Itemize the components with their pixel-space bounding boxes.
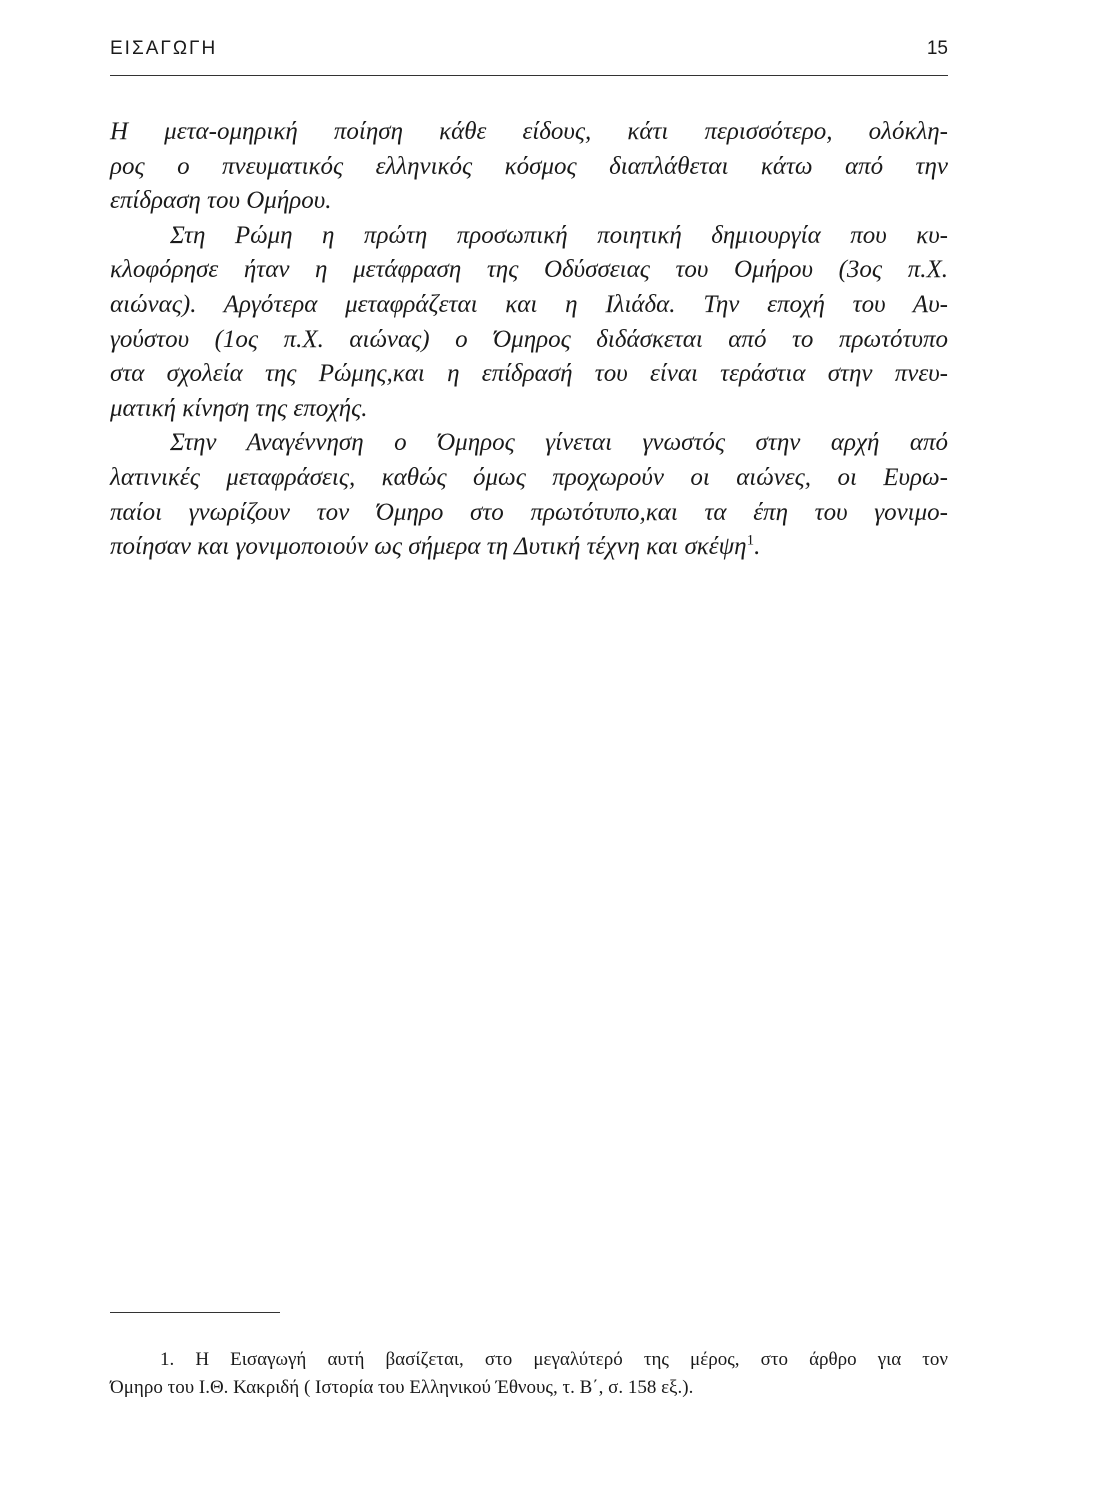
body-line: γούστου (1ος π.Χ. αιώνας) ο Όμηρος διδάσκεται από το πρωτότυπο [110,325,948,353]
body-line: Η μετα-ομηρική ποίηση κάθε είδους, κάτι περισσότερο, ολόκλη- [110,118,948,145]
body-line: ρος ο πνευματικός ελληνικός κόσμος διαπλάθεται κάτω από την [110,152,948,180]
body-line: λατινικές μεταφράσεις, καθώς όμως προχωρούν οι αιώνες, οι Ευρω- [110,463,948,491]
footnote-line: Όμηρο του Ι.Θ. Κακριδή ( Ιστορία του Ελληνικού Έθνους, τ. Β΄, σ. 158 εξ.). [110,1377,694,1398]
body-line: στα σχολεία της Ρώμης,και η επίδρασή του είναι τεράστια στην πνευ- [110,360,948,388]
body-line: κλοφόρησε ήταν η μετάφραση της Οδύσσειας του Ομήρου (3ος π.Χ. [110,256,948,284]
body-line: Στη Ρώμη η πρώτη προσωπική ποιητική δημιουργία που κυ- [170,221,948,249]
body-text [110,115,948,565]
body-line: επίδραση του Ομήρου. [110,187,332,215]
page-number: 15 [926,38,948,59]
body-line-final [110,530,948,565]
body-line: Στην Αναγέννηση ο Όμηρος γίνεται γνωστός στην αρχή από [170,429,948,457]
body-line-text: ποίησαν και γονιμοποιούν ως σήμερα τη Δυτική τέχνη και σκέψη [110,533,747,561]
footnote-rule [110,1312,280,1313]
body-line: παίοι γνωρίζουν τον Όμηρο στο πρωτότυπο,και τα έπη του γονιμο- [110,498,948,526]
running-title: ΕΙΣΑΓΩΓΗ [110,38,218,59]
footnote-reference: 1 [746,532,755,549]
footnotes [110,1346,948,1402]
final-period: . [754,533,761,561]
footnote-line: 1. Η Εισαγωγή αυτή βασίζεται, στο μεγαλύτερό της μέρος, στο άρθρο για τον [160,1349,948,1370]
header-rule [110,75,948,76]
body-line: ματική κίνηση της εποχής. [110,394,368,422]
running-head [110,38,948,68]
body-line: αιώνας). Αργότερα μεταφράζεται και η Ιλιάδα. Την εποχή του Αυ- [110,290,948,318]
